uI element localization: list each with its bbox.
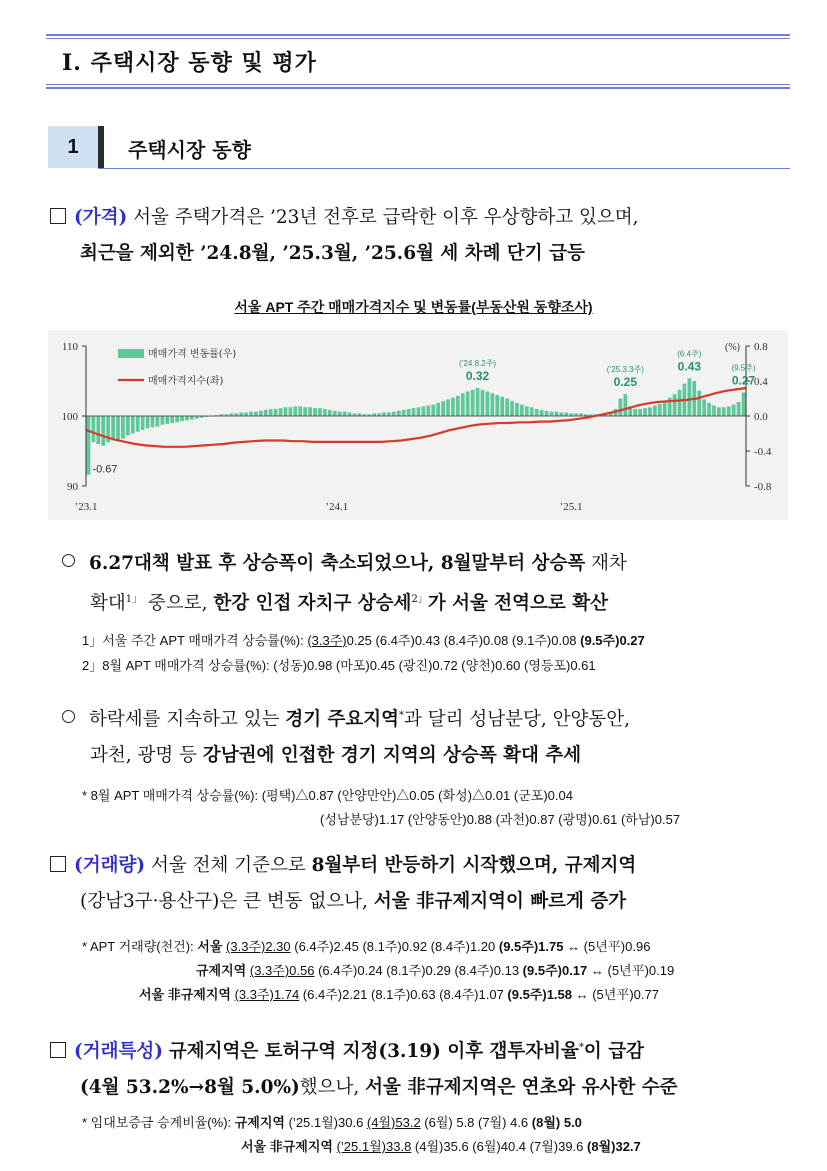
bar [559,413,563,417]
bar [392,412,396,416]
bar [293,406,297,416]
bar [111,416,115,441]
bar [540,410,544,416]
bar [510,401,514,416]
right-tick-label: 0.8 [754,341,768,353]
bar [313,408,317,416]
header-bottom-rule-thin [46,84,790,85]
annotation-label: (’25.3.3주) [606,365,644,375]
checkbox-icon [50,856,66,872]
bar [564,413,568,417]
bar [550,412,554,416]
bar [737,402,741,416]
bar [407,409,411,416]
chart-title [0,297,827,317]
bar [402,410,406,416]
annotation-value: 0.32 [465,369,490,383]
bar [151,416,155,427]
bar [116,416,120,441]
note-volume-regulated: 규제지역 (3.3주)0.56 (6.4주)0.24 (8.1주)0.29 (8.4주)0.13 (9.5주)0.17 ↔ (5년平)0.19 [196,963,675,978]
checkbox-icon [50,1042,66,1058]
bullet-gyeonggi: 하락세를 지속하고 있는 경기 주요지역*과 달리 성남분당, 안양동안, 과천, 광명 등 강남권에 인접한 경기 지역의 상승폭 확대 추세 [62,698,630,774]
bar [505,399,509,417]
bar [451,398,455,416]
bar [284,407,288,416]
note-gap-ratio-nonregulated: 서울 非규제지역 (’25.1월)33.8 (4월)35.6 (6월)40.4 (7월)39.6 (8월)32.7 [241,1139,641,1154]
bar [678,390,682,416]
bar [687,378,691,416]
bar [535,409,539,416]
section-number-box: 1 [48,126,104,168]
bar [333,411,337,416]
bar [397,411,401,416]
bar [545,411,549,416]
annotation-value: 0.27 [731,373,756,388]
bar [426,406,430,417]
note-volume-nonregulated: 서울 非규제지역 (3.3주)1.74 (6.4주)2.21 (8.1주)0.63 (8.4주)1.07 (9.5주)1.58 ↔ (5년平)0.77 [139,987,659,1002]
bar [742,392,746,416]
bar [633,409,637,416]
chart-title-source: (부동산원 동향조사) [471,299,593,315]
bar [697,391,701,416]
bar [486,392,490,417]
legend-swatch-bar [118,349,144,358]
paragraph-volume: (거래량) 서울 전체 기준으로 8월부터 반등하기 시작했으며, 규제지역 (강남3구·용산구)은 큰 변동 없으나, 서울 非규제지역이 빠르게 증가 [50,848,636,920]
bar [707,403,711,416]
bar [481,390,485,416]
bar [638,409,642,416]
annotation-value: -0.67 [92,463,118,476]
bar [441,401,445,416]
tag-volume: (거래량) [74,855,146,876]
note-volume-seoul: * APT 거래량(천건): 서울 (3.3주)2.30 (6.4주)2.45 (8.1주)0.92 (8.4주)1.20 (9.5주)1.75 ↔ (5년平)0.96 [82,939,651,954]
legend-label-bar: 매매가격 변동률(우) [148,349,237,360]
right-axis-unit: (%) [725,342,740,353]
checkbox-icon [50,208,66,224]
bar [185,416,189,420]
bar [702,399,706,416]
bullet-trend: 6.27대책 발표 후 상승폭이 축소되었으나, 8월말부터 상승폭 재차 확대$^{1」}$ 중으로, 한강 인접 자치구 상승세$^{2」}$가 서울 전역으로 확산 [62,546,627,622]
paragraph-characteristics: (거래특성) 규제지역은 토허구역 지정(3.19) 이후 갭투자비율*이 급감 (4월 53.2%→8월 5.0%)했으나, 서울 非규제지역은 연초와 유사한 수준 [50,1030,678,1106]
bar [165,416,169,424]
x-tick-label: ’25.1 [559,501,583,513]
bar [328,410,332,416]
bar [323,409,327,416]
bar [653,406,657,417]
bar [619,399,623,417]
bar [495,395,499,416]
right-tick-label: 0.0 [754,411,768,423]
bar [96,416,100,444]
bar [279,408,283,416]
bar [136,416,140,432]
left-tick-label: 100 [61,411,78,423]
bar [417,407,421,416]
bar [269,409,273,416]
bar [254,412,258,416]
bar [663,401,667,416]
bar [658,404,662,416]
left-tick-label: 110 [61,341,78,353]
note-gyeonggi-rate: * 8월 APT 매매가격 상승률(%): (평택)△0.87 (안양만안)△0.05 (화성)△0.01 (군포)0.04 [82,788,573,803]
bar [382,413,386,417]
chart-title-main: 서울 APT 주간 매매가격지수 및 변동률 [234,299,472,315]
bar [673,394,677,416]
note-gap-ratio-regulated: * 임대보증금 승계비율(%): 규제지역 (’25.1월)30.6 (4월)53.2 (6월) 5.8 (7월) 4.6 (8월) 5.0 [82,1115,582,1130]
bar [387,413,391,417]
bar [623,394,627,416]
tag-characteristics: (거래특성) [74,1041,163,1063]
bar [471,390,475,416]
bar [298,406,302,416]
bar [530,407,534,416]
bar [717,407,721,416]
bar [101,416,105,446]
bar [412,408,416,416]
annotation-label: (’24.8.2주) [459,359,497,368]
bar [259,411,263,416]
header-bottom-rule [46,87,790,89]
bar [121,416,125,439]
bar [712,406,716,417]
bar [141,416,145,430]
bar [318,408,322,416]
x-tick-label: ’23.1 [74,501,98,513]
bar [476,388,480,416]
bar [436,403,440,416]
bar [244,413,248,417]
bar [648,407,652,416]
x-tick-label: ’24.1 [325,501,349,513]
bar [466,392,470,417]
bar [732,405,736,416]
right-tick-label: -0.8 [754,481,772,493]
left-tick-label: 90 [67,481,78,493]
bar [289,407,293,416]
annotation-value: 0.25 [613,375,638,390]
bar [303,407,307,416]
bar [175,416,179,422]
bar [461,393,465,416]
bar [555,412,559,416]
bar [643,408,647,416]
bar [160,416,164,425]
bar [348,413,352,417]
bar [525,406,529,416]
bar [126,416,130,435]
bar [308,407,312,416]
bar [249,412,253,416]
note-weekly-rate: 1」서울 주간 APT 매매가격 상승률(%): (3.3주)0.25 (6.4주)0.43 (8.4주)0.08 (9.1주)0.08 (9.5주)0.27 [82,633,645,648]
bar [456,396,460,416]
bar [727,406,731,416]
note-gyeonggi-rate-2: (성남분당)1.17 (안양동안)0.88 (과천)0.87 (광명)0.61 (하남)0.57 [320,812,681,827]
section-rule [98,168,790,169]
bar [422,406,426,416]
bar [87,416,91,475]
annotation-label: (9.5주) [731,363,756,373]
bullet-circle-icon [62,554,75,567]
bar [131,416,135,434]
bar [338,412,342,416]
bullet-circle-icon [62,710,75,723]
annotation-value: 0.43 [677,359,702,374]
bar [490,393,494,416]
bar [515,403,519,416]
section-title: 주택시장 동향 [128,138,251,162]
right-tick-label: 0.4 [754,376,768,388]
bar [500,397,504,416]
annotation-label: (6.4주) [677,349,702,359]
note-monthly-rate: 2」8월 APT 매매가격 상승률(%): (성동)0.98 (마포)0.45 (광진)0.72 (양천)0.60 (영등포)0.61 [82,658,596,673]
bar [520,405,524,416]
bar [190,416,194,420]
bar [146,416,150,428]
bar [170,416,174,423]
header-top-rule [46,34,790,36]
bar [722,407,726,416]
bar [92,416,96,442]
bar [431,405,435,416]
tag-price: (가격) [74,207,128,228]
bar [264,410,268,416]
header-top-rule-thin [46,38,790,39]
paragraph-price: (가격) 서울 주택가격은 ’23년 전후로 급락한 이후 우상향하고 있으며, 최근을 제외한 ’24.8월, ’25.3월, ’25.6월 세 차례 단기 급등 [50,200,639,272]
right-tick-label: -0.4 [754,446,772,458]
chart [48,330,788,520]
bar [343,412,347,416]
bar [274,409,278,416]
bar [446,399,450,416]
bar [180,416,184,421]
legend-label-line: 매매가격지수(좌) [148,376,224,387]
bar [156,416,160,427]
page-title: Ⅰ. 주택시장 동향 및 평가 [62,50,317,76]
bar [239,413,243,417]
